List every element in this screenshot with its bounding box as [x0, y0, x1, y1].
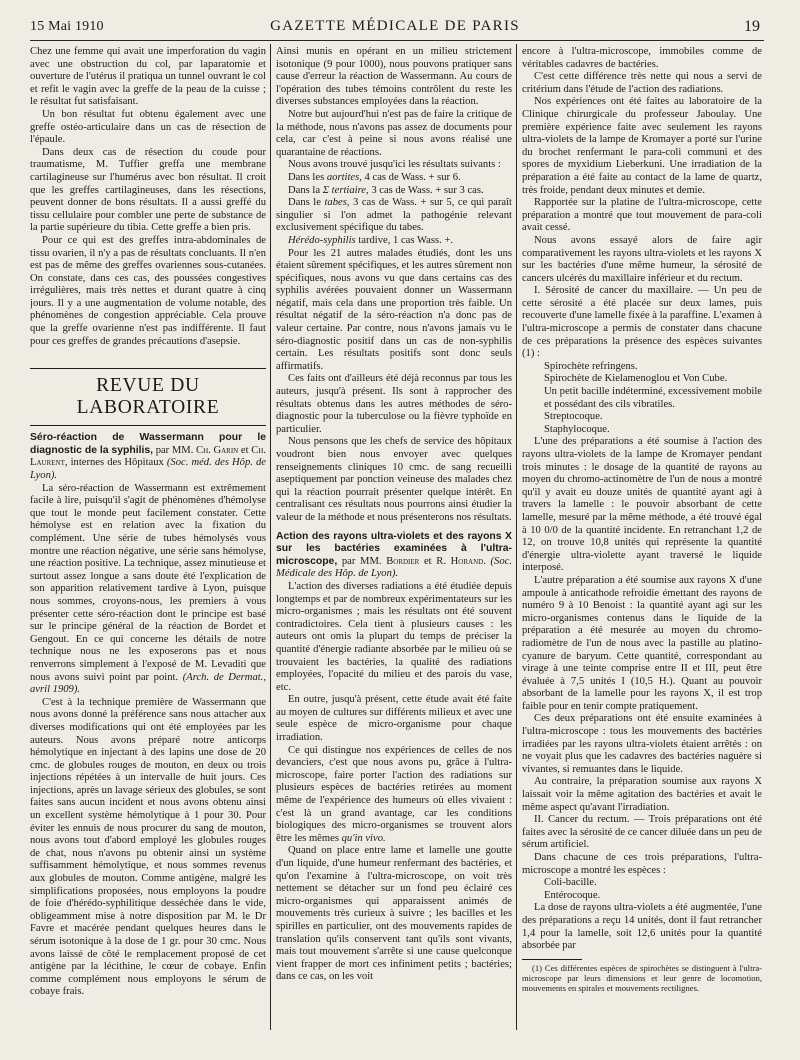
article-heading: Séro-réaction de Wassermann pour le diagnostic de la syphilis, par MM. Ch. Garin et Ch. Laurent, internes des Hôpitaux (Soc. méd. des Hôp. de Lyon). — [30, 432, 266, 482]
issue-date: 15 Mai 1910 — [30, 19, 104, 34]
section-rubric: REVUE DU LABORATOIRE — [30, 368, 266, 426]
paragraph: Dans chacune de ces trois préparations, l'ultra-microscope a montré les espèces : — [522, 852, 762, 876]
paragraph: Nous pensons que les chefs de service des hôpitaux voudront bien nous envoyer avec quelques renseignements cliniques 10 cmc. de sang recueilli aseptiquement par ponction veineuse des malades chez qui la réaction pourrait présenter quelque intérêt. En centralisant ces résultats nous pourrons ainsi étudier la valeur de la méthode et nous présenterons nos résultats. — [276, 436, 512, 523]
article-source: (Soc. méd. des Hôp. de Lyon). — [30, 457, 266, 482]
author: Ch. Garin — [196, 444, 239, 456]
author: Bordier — [386, 555, 420, 567]
running-header — [30, 16, 760, 38]
paragraph: II. Cancer du rectum. — Trois préparations ont été faites avec la sérosité de ce cancer diluée dans un peu de sérum artificiel. — [522, 814, 762, 851]
list-item: Entérocoque. — [544, 889, 601, 901]
paragraph: encore à l'ultra-microscope, immobiles comme de véritables cadavres de bactéries. — [522, 46, 762, 70]
paragraph: Nous avons essayé alors de faire agir comparativement les rayons ultra-violets et les rayons X sur les bactéries d'une même humeur, la sérosité de cancers ulcérés du maxillaire inférieur et du rectum. — [522, 234, 762, 284]
citation: (Arch. de Dermat., avril 1909). — [30, 671, 266, 696]
paragraph: Chez une femme qui avait une imperforation du vagin avec une obstruction du col, par laparatomie et ouverture de l'utérus il pratiqua un tunnel ouvrant le col et refit le vagin avec la greffe de la peau de la cuisse ; le résultat fut satisfaisant. — [30, 46, 266, 108]
paragraph: L'une des préparations a été soumise à l'action des rayons ultra-violets de la lampe de Kromayer pendant trois minutes : le dosage de la quantité de rayons au moyen du chromo-actinomètre de l'un de nous a montré qu'il y avait eu douze unités de quantité ayant agi à travers la lamelle : le pouvoir absorbant de cette lamelle, mesuré par la même méthode, a été trouvé égal à 10 0/0 de la quantité incidente. En retranchant 1,2 de 12, on trouve 10,8 unités qui représente la quantité d'énergie ultra-violette ayant traversé le liquide interposé. — [522, 436, 762, 574]
result-line: Hérédo-syphilis tardive, 1 cas Wass. +. — [288, 234, 453, 246]
list-item: Spirochète de Kielamenoglou et Von Cube. — [544, 373, 728, 385]
footnote-rule — [522, 959, 582, 960]
author: R. Horand. — [436, 555, 486, 567]
paragraph: C'est à la technique première de Wassermann que nous avons donné la préférence sans nous attacher aux diverses modifications qui ont été employées par les auteurs. Nous avons préparé notre anticorps hémolytique en injectant à des lapins une dose de 20 cmc. de globules rouges de mouton, en deux ou trois injections répétées à un intervalle de huit jours. Ces injections, après un lavage sérieux des globules, se sont faites sans aucun incident et nous avons obtenu ainsi un excellent système hémolytique à 1 pour 30. Pour éviter les ennuis de nous procurer du sang de mouton, nous avons tout d'abord employé les globules rouges de chat, nous n'avons pu obtenir ainsi un système suffisamment hémolytique, et nous sommes revenus aux globules de mouton. Comme antigène, malgré les simplifications proposées, nous employons la poudre de foie d'hérédo-syphilitique desséchée dans le vide, obligeamment mise à notre disposition par M. le Dr Favre et macérée pendant quelques heures dans le sérum isotonique à la dose de 1 gr. pour 30 cmc. Nous avons laissé de côté le remplacement proposé de cet antigène par la lécithine, le cœur de cobaye. Enfin comme complément nous employons le sérum de cobaye frais. — [30, 696, 266, 998]
header-rule — [30, 40, 764, 41]
paragraph: Dans deux cas de résection du coude pour traumatisme, M. Tuffier greffa une membrane cartilagineuse sur l'humérus avec bon résultat. Il croit que les greffes cartilagineuses, dans les résections, peuvent donner de bons résultats. Il a aussi greffé du tissu cellulaire pour combler une perte de substance de la partie supérieure du tibia. Cette greffe a bien pris. — [30, 146, 266, 234]
paragraph: Ces deux préparations ont été ensuite examinées à l'ultra-microscope : tous les mouvements des bactéries irradiées par les rayons ultra-violets étaient arrêtés : on ne voyait plus que les cadavres des bactéries naguère si vivantes, si remuantes dans le liquide. — [522, 713, 762, 775]
paragraph: Quand on place entre lame et lamelle une goutte d'un liquide, d'une humeur renfermant des bactéries, et qu'on l'examine à l'ultra-microscope, on voit très nettement se détacher sur un fond peu éclairé ces micro-organismes qui apparaissent animés de mouvements très curieux à suivre ; les bacilles et les spirilles en particulier, ont des mouvements rapides de translation qu'ils conservent tant qu'ils sont vivants, mais tout mouvement s'arrête si une cause quelconque vient frapper de mort ces infiniment petits ; bactéries; dans ce cas, on les voit — [276, 845, 512, 983]
column-3 — [522, 46, 762, 1054]
paragraph: La dose de rayons ultra-violets a été augmentée, l'une des préparations a reçu 14 unités, dont il faut retrancher 1,4 pour la lamelle, soit 12,6 unités pour la quantité absorbée par — [522, 902, 762, 952]
article-heading: Action des rayons ultra-violets et des rayons X sur les bactéries examinées à l'ultra-microscope, par MM. Bordier et R. Horand. (Soc. Médicale des Hôp. de Lyon). — [276, 530, 512, 580]
author: Ch. Laurent — [30, 444, 266, 469]
list-item: Staphylocoque. — [544, 423, 610, 435]
paragraph: Pour les 21 autres malades étudiés, dont les uns étaient sûrement spécifiques, et les autres sûrement non spécifiques, nous avons vu que dans certains cas des syphilis avérées pouvaient donner un Wassermann négatif, mais cela dans une proportion très faible. Un résultat négatif de la séro-réaction n'a donc pas de valeur certaine. Par contre, nous n'avons jamais vu le séro-diagnostic positif dans un cas de non-syphilis certain. Les résultats positifs sont donc seuls affirmatifs. — [276, 247, 512, 372]
article-title: Séro-réaction de Wassermann pour le diagnostic de la syphilis, — [30, 432, 266, 456]
article-source: (Soc. Médicale des Hôp. de Lyon). — [276, 555, 512, 580]
page-number: 19 — [744, 18, 760, 35]
paragraph: L'autre préparation a été soumise aux rayons X d'une ampoule à anticathode refroidie émettant des rayons de numéro 9 à 10 Benoist : la quantité ayant agi sur les micro-organismes contenus dans le liquide de la préparation a été mesurée au moyen du chromo-radiomètre de l'un de nous avec la pastille au platino-cyanure de baryum. Cette quantité, correspondant au virage à une teinte comprise entre II et III, peut être évaluée à 7,5 unités I (10,5 H.). Quant au pouvoir absorbant de la lamelle pour les rayons X, il est trop faible pour en tenir compte pratiquement. — [522, 574, 762, 712]
paragraph: Ainsi munis en opérant en un milieu strictement isotonique (9 pour 1000), nous pouvons pratiquer sans cause d'erreur la réaction de Wassermann. Au cours de l'opération des tubes témoins contrôlent du reste les diverses substances employées dans la réaction. — [276, 46, 512, 108]
paragraph: C'est cette différence très nette qui nous a servi de critérium dans l'étude de l'action des radiations. — [522, 71, 762, 95]
paragraph: Nos expériences ont été faites au laboratoire de la Clinique chirurgicale du professeur Jaboulay. Une première expérience faite avec seulement les rayons ultra-violets de la lampe de Kromayer a porté sur l'urine du brochet renfermant le para-coli communi et des spores de myxidium Lieberkuni. Une irradiation de la préparation a été faite au contact de la lame de quartz, très froide, pendant deux minutes et demie. — [522, 96, 762, 196]
result-line: Dans les aortites, 4 cas de Wass. + sur 6. — [288, 171, 461, 183]
paragraph: Ce qui distingue nos expériences de celles de nos devanciers, c'est que nous avons pu, grâce à l'ultra-microscope, faire porter l'action des radiations sur plusieurs espèces de bactéries retirées au moment même de l'expérience des humeurs où elles vivaient : c'est là un grand avantage, car les conditions biologiques des micro-organismes se trouvent alors être les mêmes qu'in vivo. — [276, 744, 512, 844]
paragraph: Ces faits ont d'ailleurs été déjà reconnus par tous les auteurs, jusqu'à présent. Ils sont à rapprocher des résultats obtenus dans les autres méthodes de séro-diagnostic pour la tuberculose ou la fièvre typhoïde en particulier. — [276, 373, 512, 435]
paragraph: La séro-réaction de Wassermann est extrêmement facile à lire, puisqu'il s'agit de phénomènes d'hémolyse que tout le monde peut facilement constater. Cette hémolyse est en relation avec la fixation du complément. Une série de tubes hémolysés vous montre une réaction négative, une série sans hémolyse, une réaction positive. La technique, assez minutieuse et surtout assez longue a sans doute été l'explication de son apparition relativement tardive à Lyon, puisque nous sommes, croyons-nous, les premiers à vous présenter cette séro-réaction dont le principe est basé sur le principe général de la réaction de Bordet et Gengout. En ce qui concerne les détails de notre technique nous ne les exposerons pas et nous renverrons simplement à l'exposé de M. Levaditi que nous avons suivi point par point. (Arch. de Dermat., avril 1909). — [30, 482, 266, 696]
journal-title: GAZETTE MÉDICALE DE PARIS — [270, 18, 520, 34]
paragraph: En outre, jusqu'à présent, cette étude avait été faite au moyen de cultures sur différents milieux et avec une seule espèce de micro-organisme pour chaque irradiation. — [276, 694, 512, 744]
footnote: (1) Ces différentes espèces de spirochètes se distinguent à l'ultra-microscope par leurs dimensions et leur genre de locomotion, mouvements en spirales et mouvements rectilignes. — [522, 962, 762, 993]
column-2 — [276, 46, 512, 1054]
paragraph: Nous avons trouvé jusqu'ici les résultats suivants : — [288, 159, 501, 171]
paragraph: L'action des diverses radiations a été étudiée depuis longtemps et par de nombreux expérimentateurs sur les micro-organismes ; mais les résultats ont été souvent contradictoires. Cela tient à plusieurs causes : les auteurs ont omis la plupart du temps de préciser la quantité d'énergie radiante absorbée par le milieu où se trouvaient les bactéries, la qualité des radiations employées, l'opacité du milieu et des parois du vase, etc. — [276, 580, 512, 693]
column-1 — [30, 46, 266, 1054]
paragraph: I. Sérosité de cancer du maxillaire. — Un peu de cette sérosité a été placée sur deux lames, puis recouverte d'une lamelle fixée à la paraffine. L'examen à l'ultra-microscope a permis de constater dans chacune de ces préparations la présence des espèces suivantes (1) : — [522, 285, 762, 360]
list-item: Un petit bacille indéterminé, excessivement mobile et possédant des cils vibratiles. — [544, 386, 762, 410]
result-line: Dans le tabes, 3 cas de Wass. + sur 5, ce qui paraît singulier si l'on admet la pathogénie relevant exclusivement spécifique du tabes. — [276, 197, 512, 234]
result-line: Dans la Σ tertiaire, 3 cas de Wass. + sur 3 cas. — [288, 184, 484, 196]
list-item: Streptocoque. — [544, 411, 603, 423]
column-divider-1 — [270, 44, 271, 1030]
list-item: Coli-bacille. — [544, 877, 597, 889]
article-title: Action des rayons ultra-violets et des rayons X sur les bactéries examinées à l'ultra-microscope, — [276, 530, 512, 567]
paragraph: Rapportée sur la platine de l'ultra-microscope, cette préparation a montré que tout mouvement de para-coli avait cessé. — [522, 197, 762, 234]
column-divider-2 — [516, 44, 517, 1030]
paragraph: Notre but aujourd'hui n'est pas de faire la critique de la méthode, nous n'avons pas assez de documents pour cela, car c'est à peine si nous avons réalisé une quarantaine de réactions. — [276, 108, 512, 158]
paragraph: Au contraire, la préparation soumise aux rayons X laissait voir la même agitation des bactéries et avait le même aspect qu'avant l'irradiation. — [522, 776, 762, 813]
paragraph: Pour ce qui est des greffes intra-abdominales de tissu ovarien, il n'y a pas de résultats concluants. Il n'en est pas de même des greffes ovariennes sous-cutanées. On constate, dans ces cas, des poussées congestives irrégulières, mais très nettes et durant quatre à cinq jours. Il y a une augmentation de volume notable, des phénomènes de congestion appréciable. Cela prouve que la greffe ovarienne n'est pas indifférente. Il faut pour ces greffes de grandes précautions d'asepsie. — [30, 234, 266, 347]
list-item: Spirochète refringens. — [544, 360, 638, 372]
paragraph: Un bon résultat fut obtenu également avec une greffe ostéo-articulaire dans un cas de résection de l'épaule. — [30, 108, 266, 146]
